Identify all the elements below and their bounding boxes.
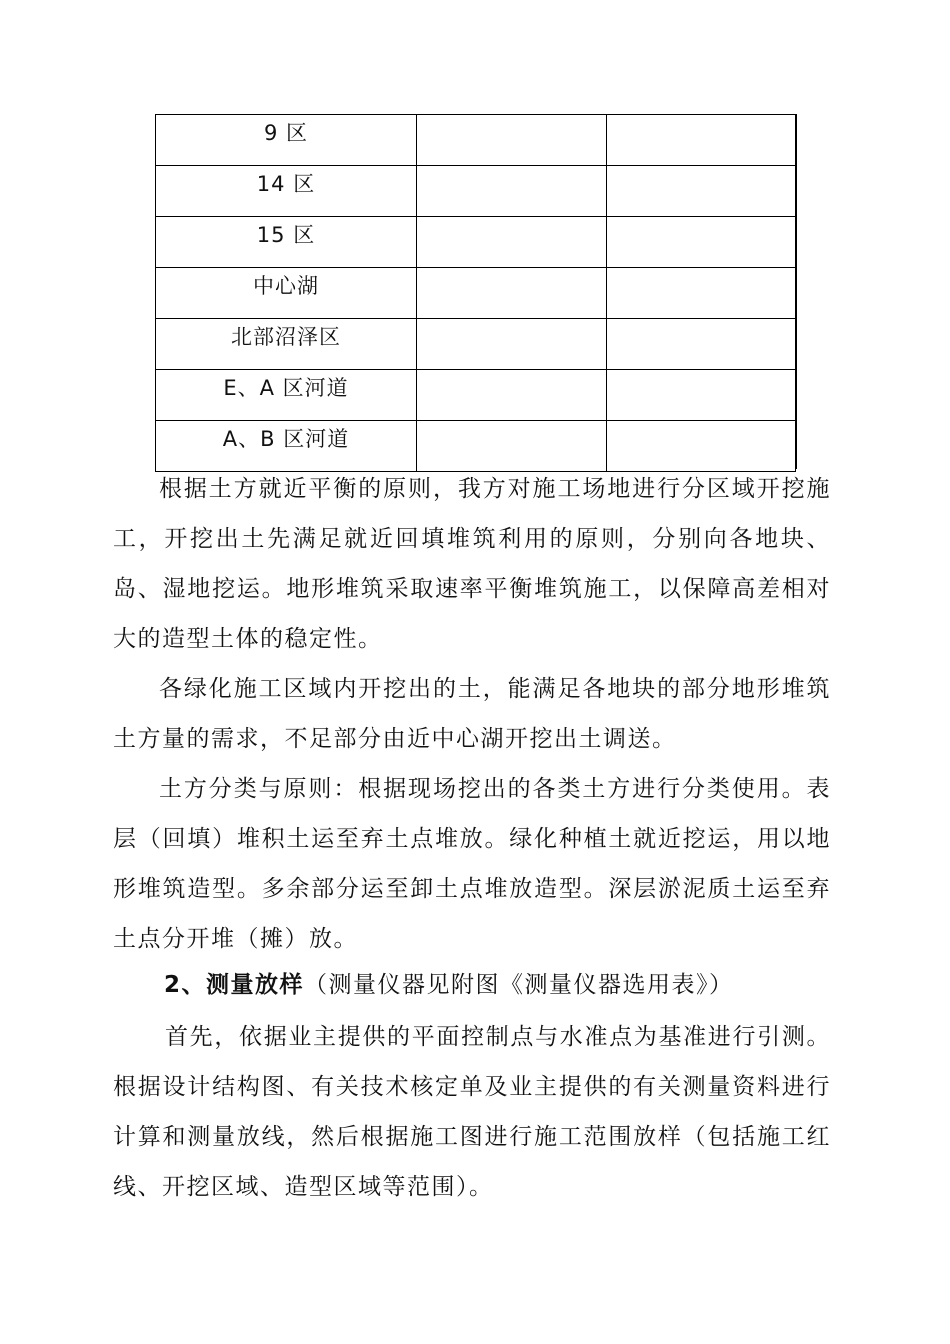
earthwork-zone-table bbox=[155, 114, 796, 472]
section-heading-title: 2、测量放样 bbox=[164, 972, 305, 998]
table-row bbox=[156, 166, 796, 217]
paragraph-soil-classification: 土方分类与原则：根据现场挖出的各类土方进行分类使用。表层（回填）堆积土运至弃土点堆放。绿化种植土就近挖运，用以地形堆筑造型。多余部分运至卸土点堆放造型。深层淤泥质土运至弃土点分开堆（摊）放。 bbox=[113, 776, 831, 952]
zone-label-cell: E、A 区河道 bbox=[156, 370, 417, 421]
table-cell bbox=[607, 115, 796, 166]
table-row bbox=[156, 115, 796, 166]
table-cell bbox=[607, 319, 796, 370]
zone-label-cell: 9 区 bbox=[156, 115, 417, 166]
section-heading-survey bbox=[164, 962, 734, 1008]
table-outer-border bbox=[796, 114, 797, 469]
zone-label-cell: 中心湖 bbox=[156, 268, 417, 319]
paragraph-balance-principle: 根据土方就近平衡的原则，我方对施工场地进行分区域开挖施工，开挖出土先满足就近回填堆筑利用的原则，分别向各地块、岛、湿地挖运。地形堆筑采取速率平衡堆筑施工，以保障高差相对大的造型土体的稳定性。 bbox=[113, 476, 831, 652]
table-cell bbox=[417, 268, 607, 319]
table-cell bbox=[417, 217, 607, 268]
zone-label-cell: 北部沼泽区 bbox=[156, 319, 417, 370]
zone-label-cell: A、B 区河道 bbox=[156, 421, 417, 472]
zone-label-cell: 14 区 bbox=[156, 166, 417, 217]
table-row bbox=[156, 217, 796, 268]
table-cell bbox=[607, 166, 796, 217]
table-row bbox=[156, 268, 796, 319]
section-heading-note: （测量仪器见附图《测量仪器选用表》） bbox=[304, 972, 734, 998]
table-cell bbox=[607, 268, 796, 319]
paragraph-survey-procedure: 首先，依据业主提供的平面控制点与水准点为基准进行引测。根据设计结构图、有关技术核定单及业主提供的有关测量资料进行计算和测量放线，然后根据施工图进行施工范围放样（包括施工红线、开挖区域、造型区域等范围）。 bbox=[113, 1024, 831, 1200]
table-cell bbox=[417, 319, 607, 370]
table-cell bbox=[417, 166, 607, 217]
table-row bbox=[156, 319, 796, 370]
table-cell bbox=[417, 115, 607, 166]
zone-label-cell: 15 区 bbox=[156, 217, 417, 268]
table-row bbox=[156, 370, 796, 421]
table-cell bbox=[607, 217, 796, 268]
table-cell bbox=[417, 370, 607, 421]
table-cell bbox=[607, 370, 796, 421]
paragraph-greening-soil: 各绿化施工区域内开挖出的土，能满足各地块的部分地形堆筑土方量的需求，不足部分由近中心湖开挖出土调送。 bbox=[113, 676, 831, 752]
